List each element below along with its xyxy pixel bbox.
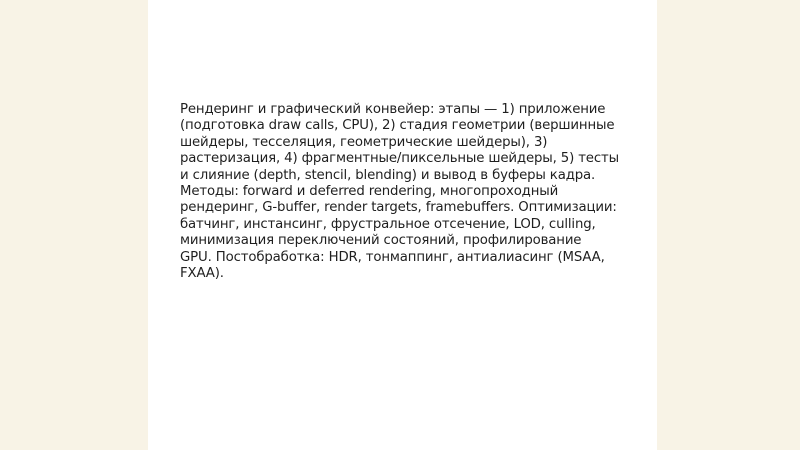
paragraph-line-7: рендеринг, G-buffer, render targets, framebuffers. Оптимизации: (180, 200, 617, 216)
paragraph-line-4: растеризация, 4) фрагментные/пиксельные шейдеры, 5) тесты (180, 151, 619, 167)
body-paragraph (180, 102, 632, 282)
paragraph-line-5: и слияние (depth, stencil, blending) и вывод в буферы кадра. (180, 167, 596, 183)
paragraph-line-1: Рендеринг и графический конвейер: этапы — 1) приложение (180, 102, 606, 117)
paragraph-line-11: FXAA). (180, 266, 224, 282)
paragraph-line-6: Методы: forward и deferred rendering, многопроходный (180, 184, 559, 200)
document-page (148, 0, 657, 450)
paragraph-line-3: шейдеры, тесселяция, геометрические шейдеры), 3) (180, 134, 548, 150)
paragraph-line-2: (подготовка draw calls, CPU), 2) стадия геометрии (вершинные (180, 118, 615, 134)
paragraph-line-8: батчинг, инстансинг, фрустральное отсечение, LOD, culling, (180, 216, 596, 232)
paragraph-line-10: GPU. Постобработка: HDR, тонмаппинг, антиалиасинг (MSAA, (180, 249, 605, 265)
paragraph-line-9: минимизация переключений состояний, профилирование (180, 233, 582, 249)
